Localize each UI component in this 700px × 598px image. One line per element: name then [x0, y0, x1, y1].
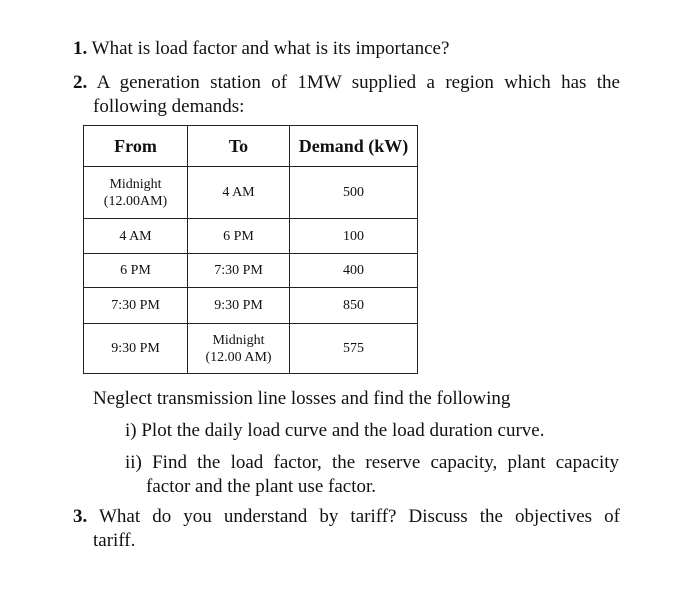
table-row	[84, 167, 418, 219]
cell-to: 6 PM	[188, 219, 290, 254]
question-2-line-2: following demands:	[93, 96, 245, 117]
question-2-part-ii-line-1: ii) Find the load factor, the reserve capacity, plant capacity	[125, 452, 619, 473]
table-row	[84, 324, 418, 374]
table-row	[84, 219, 418, 254]
cell-demand: 850	[290, 288, 418, 324]
cell-from: 6 PM	[84, 254, 188, 288]
header-to: To	[188, 126, 290, 167]
question-3-line-2: tariff.	[93, 530, 136, 551]
question-3-text-line-1: What do you understand by tariff? Discuss the objectives of	[99, 506, 620, 527]
cell-to-line-1: Midnight	[212, 332, 265, 348]
cell-to-line-2: (12.00 AM)	[205, 349, 272, 365]
cell-to: 7:30 PM	[188, 254, 290, 288]
cell-from: 7:30 PM	[84, 288, 188, 324]
cell-from-line-2: (12.00AM)	[103, 193, 168, 209]
header-demand: Demand (kW)	[290, 126, 418, 167]
question-2-part-i: i) Plot the daily load curve and the load duration curve.	[125, 420, 545, 441]
cell-demand: 575	[290, 324, 418, 374]
table-header-row	[84, 126, 418, 167]
question-2-number: 2.	[73, 72, 88, 93]
cell-demand: 100	[290, 219, 418, 254]
question-1	[73, 38, 449, 60]
question-2-text-line-1: A generation station of 1MW supplied a region which has the	[96, 72, 620, 93]
cell-to: 9:30 PM	[188, 288, 290, 324]
question-3-line-1	[73, 506, 620, 528]
cell-to: 4 AM	[188, 167, 290, 219]
cell-from: 4 AM	[84, 219, 188, 254]
question-1-number: 1.	[73, 38, 88, 59]
table-row	[84, 254, 418, 288]
question-2-instruction: Neglect transmission line losses and find the following	[93, 388, 511, 409]
cell-from: 9:30 PM	[84, 324, 188, 374]
cell-demand: 400	[290, 254, 418, 288]
cell-from-line-1: Midnight	[109, 176, 162, 192]
demand-table	[83, 125, 418, 374]
cell-from	[84, 167, 188, 219]
table-row	[84, 288, 418, 324]
header-from: From	[84, 126, 188, 167]
question-2-part-ii-line-2: factor and the plant use factor.	[146, 476, 377, 497]
question-3-number: 3.	[73, 506, 88, 527]
question-1-text: What is load factor and what is its importance?	[91, 38, 450, 59]
cell-to	[188, 324, 290, 374]
question-2-line-1	[73, 72, 620, 94]
cell-demand: 500	[290, 167, 418, 219]
